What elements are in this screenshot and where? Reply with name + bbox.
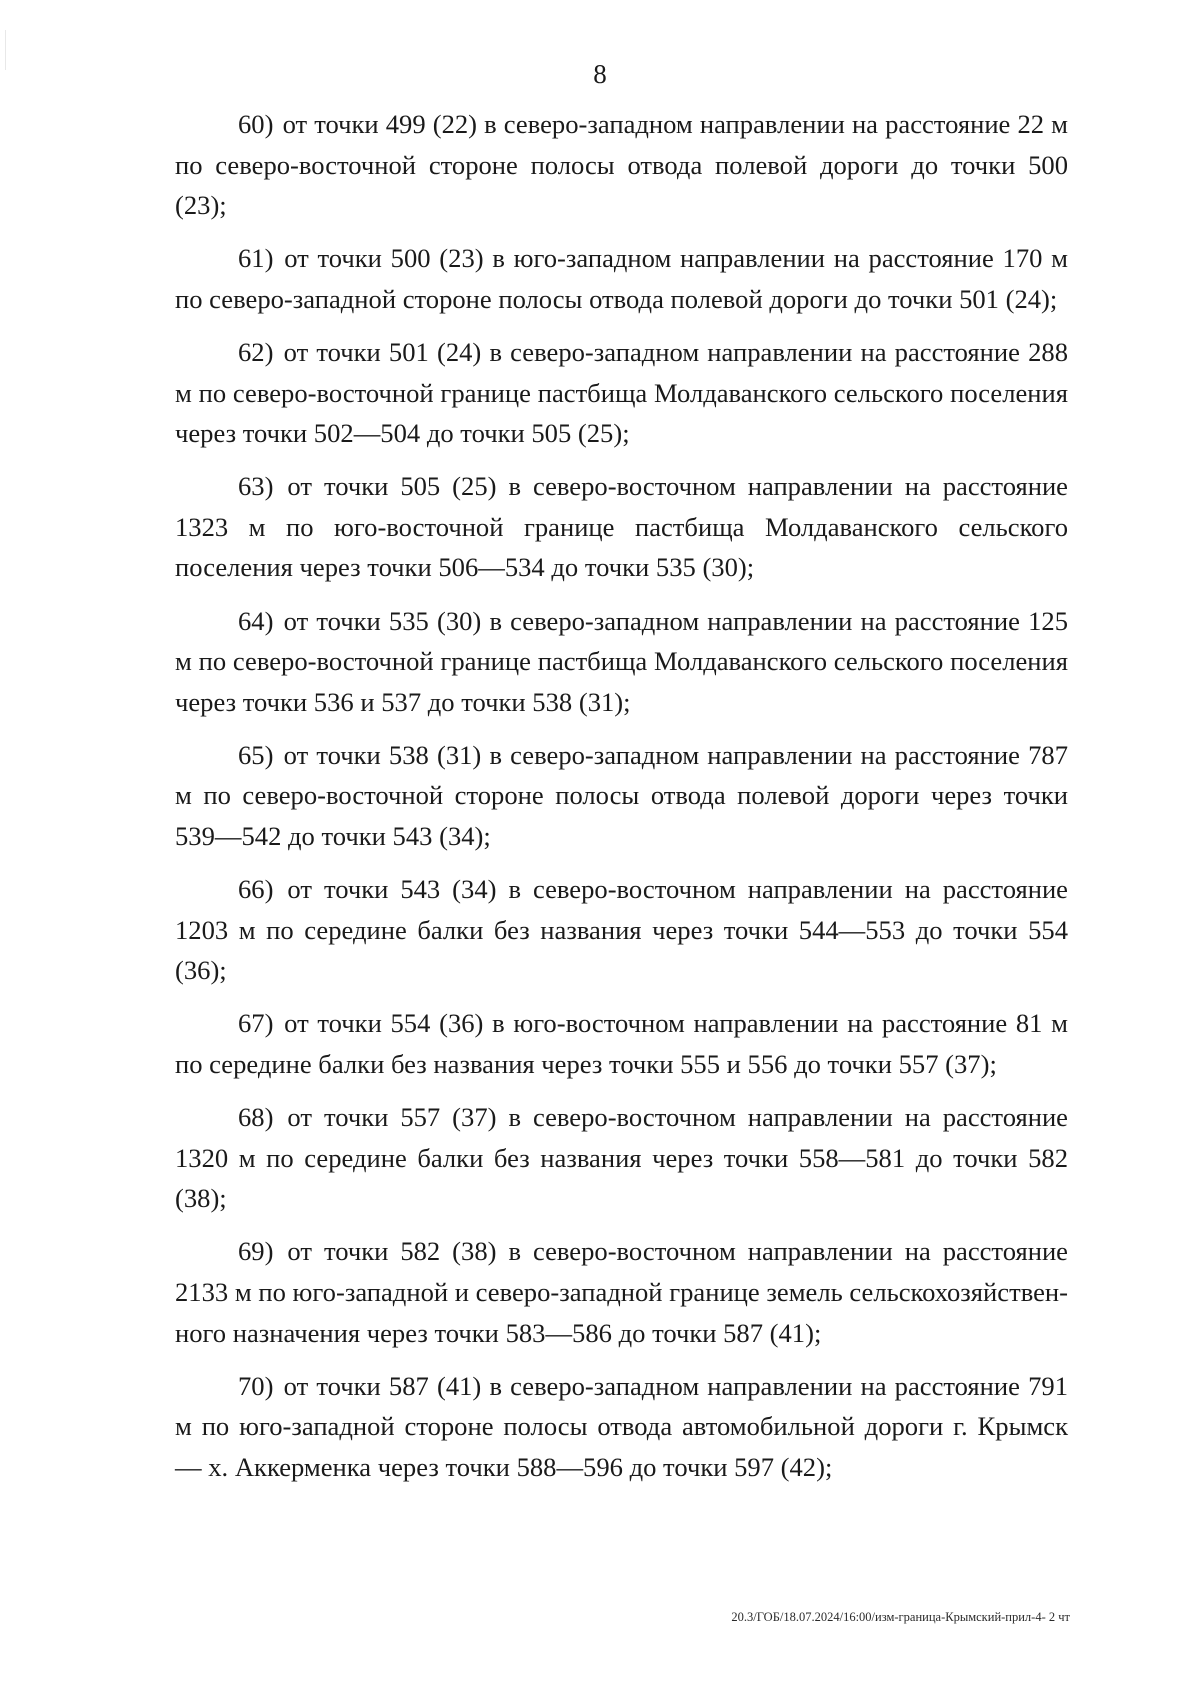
- paragraph-67: [175, 1003, 1068, 1084]
- paragraph-number: 65): [238, 739, 274, 770]
- paragraph-number: 62): [238, 336, 274, 367]
- paragraph-text: от точки 543 (34) в северо-восточном направлении на расстояние 1203 м по середине балки без названия через точки 544—553 до точки 554 (36);: [175, 874, 1068, 986]
- paragraph-number: 68): [238, 1102, 274, 1133]
- paragraph-text: от точки 538 (31) в северо-западном направлении на расстояние 787 м по северо-восточной стороне полосы отвода полевой дороги через точки 539—542 до точки 543 (34);: [175, 739, 1068, 851]
- paragraph-number: 64): [238, 605, 274, 636]
- paragraph-number: 66): [238, 874, 274, 905]
- paragraph-number: 70): [238, 1370, 274, 1401]
- paragraph-number: 61): [238, 243, 274, 274]
- paragraph-number: 69): [238, 1236, 274, 1267]
- paragraph-number: 63): [238, 471, 274, 502]
- paragraph-text: от точки 505 (25) в северо-восточном направлении на расстояние 1323 м по юго-восточной границе пастбища Молдаванского сельского поселения через точки 506—534 до точки 535 (30);: [175, 471, 1068, 583]
- page-number: 8: [593, 59, 607, 89]
- paragraph-text: от точки 501 (24) в северо-западном направлении на расстояние 288 м по северо-восточной границе пастбища Молдаванского сельского поселения через точки 502—504 до точки 505 (25);: [175, 336, 1068, 449]
- paragraph-text: от точки 554 (36) в юго-восточном направлении на расстояние 81 м по середине балки без названия через точки 555 и 556 до точки 557 (37);: [175, 1008, 1068, 1079]
- document-footer-reference: 20.3/ГОБ/18.07.2024/16:00/изм-граница-Крымский-прил-4- 2 чт: [731, 1610, 1070, 1624]
- paragraph-65: [175, 735, 1068, 857]
- paragraph-text: от точки 582 (38) в северо-восточном направлении на расстояние 2133 м по юго-западной и северо-западной границе земель сельскохозяйственного назначения через точки 583—586 до точки 587 (41);: [175, 1236, 1068, 1348]
- paragraph-64: [175, 601, 1068, 723]
- paragraph-70: [175, 1366, 1068, 1488]
- document-body: [175, 104, 1068, 1500]
- paragraph-60: [175, 104, 1068, 226]
- paragraph-text: от точки 499 (22) в северо-западном направлении на расстояние 22 м по северо-восточной стороне полосы отвода полевой дороги до точки 500 (23);: [175, 109, 1068, 221]
- paragraph-text: от точки 587 (41) в северо-западном направлении на расстояние 791 м по юго-западной стороне полосы отвода автомобильной дороги г. Крымск — х. Аккерменка через точки 588—596 до точки 597 (42);: [175, 1370, 1068, 1482]
- paragraph-66: [175, 869, 1068, 991]
- paragraph-68: [175, 1097, 1068, 1219]
- paragraph-number: 67): [238, 1008, 274, 1039]
- paragraph-69: [175, 1231, 1068, 1353]
- paragraph-61: [175, 238, 1068, 319]
- paragraph-text: от точки 500 (23) в юго-западном направлении на расстояние 170 м по северо-западной стороне полосы отвода полевой дороги до точки 501 (24);: [175, 243, 1068, 314]
- paragraph-number: 60): [238, 109, 274, 139]
- paragraph-text: от точки 535 (30) в северо-западном направлении на расстояние 125 м по северо-восточной границе пастбища Молдаванского сельского поселения через точки 536 и 537 до точки 538 (31);: [175, 605, 1068, 717]
- paragraph-62: [175, 332, 1068, 454]
- paragraph-63: [175, 466, 1068, 588]
- paragraph-text: от точки 557 (37) в северо-восточном направлении на расстояние 1320 м по середине балки без названия через точки 558—581 до точки 582 (38);: [175, 1102, 1068, 1214]
